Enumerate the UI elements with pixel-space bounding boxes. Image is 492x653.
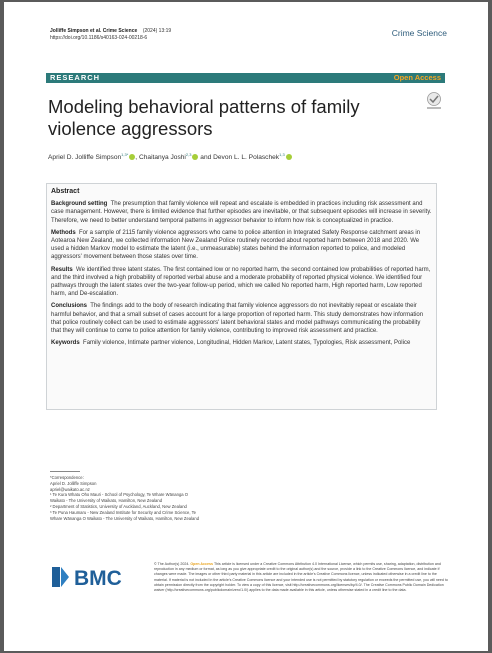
footnote-rule <box>50 471 80 472</box>
author-affiliation-sup: 1,3 <box>279 152 285 157</box>
license-open-access: Open Access <box>190 562 213 566</box>
affiliation-3: ³ Te Puna Haumaru - New Zealand Institute for Security and Crime Science, Te Whare Wānanga O Waikato - The University of Waikato, Hamilton, New Zealand <box>50 509 200 521</box>
correspondence-label: *Correspondence: <box>50 475 84 480</box>
footnotes <box>50 471 200 521</box>
license-text: This article is licensed under a Creative Commons Attribution 4.0 International License, which permits use, sharing, adaptation, distribution and reproduction in any medium or format, as long as you give appropriate credit to the original author(s) and the source, provide a link to the Creative Commons licence, and indicate if changes were made. The images or other third party material in this article are included in the article's Creative Commons licence, unless indicated otherwise in a credit line to the material. If material is not included in the article's Creative Commons licence and your intended use is not permitted by statutory regulation or exceeds the permitted use, you will need to obtain permission directly from the copyright holder. To view a copy of this licence, visit http://creativecommons.org/licenses/by/4.0/. The Creative Commons Public Domain Dedication waiver (http://creativecommons.org/publicdomain/zero/1.0/) applies to the data made available in this article, unless otherwise stated in a credit line to the data. <box>154 562 448 593</box>
affiliation-1: ¹ Te Kura Whatu Oho Mauri - School of Psychology, Te Whare Wānanga O Waikato - The University of Waikato, Hamilton, New Zealand <box>50 492 189 504</box>
orcid-icon[interactable] <box>286 154 292 160</box>
author-name[interactable]: Chaitanya Joshi <box>138 154 186 162</box>
abstract-heading: Abstract <box>51 188 80 195</box>
abstract-section-text: Family violence, Intimate partner violence, Longitudinal, Hidden Markov, Latent states, Typologies, Risk assessment, Police <box>83 340 411 347</box>
abstract-section-label: Methods <box>51 229 76 236</box>
author-affiliation-sup: 2,3 <box>185 152 192 157</box>
affiliation-2: ² Department of Statistics, University of Auckland, Auckland, New Zealand <box>50 503 187 509</box>
abstract-box <box>46 183 437 410</box>
abstract-section-text: The presumption that family violence will repeat and escalate is embedded in practices including risk assessment and case management. However, there is limited evidence that further episodes are inevitable, or that subsequent episodes will increase in severity. Therefore, we need to better understand temporal patterns in aggressor behavior to inform how risk is conceptualized in practice. <box>51 201 432 224</box>
article-type-banner <box>46 73 445 83</box>
abstract-keywords <box>51 339 432 347</box>
correspondence-email[interactable]: apriel@waikato.ac.nz <box>50 486 90 492</box>
license-copyright: © The Author(s) 2024. <box>154 562 190 566</box>
article-type-label: RESEARCH <box>50 73 101 82</box>
author-list <box>48 152 292 161</box>
author-name[interactable]: Devon L. L. Polaschek <box>213 154 280 162</box>
abstract-methods <box>51 229 432 262</box>
abstract-section-text: We identified three latent states. The first contained low or no reported harm, the second contained low probabilities of reported harm, and the third involved a high probability of reported verbal abuse and a moderate probability of reported physical violence. We identified four pathways through the latent states over the two-year follow-up period, which we called No reported harm, High reported harm, Low reported harm, and De-escalation. <box>51 266 431 298</box>
bmc-logo-text: BMC <box>74 567 122 590</box>
abstract-section-text: For a sample of 2115 family violence aggressors who came to police attention in Integrated Safety Response catchment areas in Aotearoa New Zealand, we collected information New Zealand Police routinely recorded about reported harm between 2018 and 2020. We used a hidden Markov model to estimate the latent (i.e., unmeasurable) states behind the information reported to police, and modeled aggressors' movement between those states over time. <box>51 229 421 261</box>
abstract-section-label: Results <box>51 266 73 273</box>
abstract-results <box>51 266 432 299</box>
author-separator: and <box>198 154 214 162</box>
citation-header <box>50 28 171 42</box>
citation-year-volume: (2024) 13:19 <box>142 28 172 34</box>
author-affiliation-sup: 1,3* <box>121 152 129 157</box>
citation-authors: Jolliffe Simpson et al. Crime Science <box>50 28 138 34</box>
doi-link[interactable]: https://doi.org/10.1186/s40163-024-00218-6 <box>50 35 148 41</box>
abstract-section-label: Background setting <box>51 201 108 208</box>
check-for-updates-icon[interactable] <box>424 91 444 111</box>
author-separator: , <box>135 154 139 162</box>
correspondence-name: Apriel D. Jolliffe Simpson <box>50 480 97 486</box>
author-name[interactable]: Apriel D. Jolliffe Simpson <box>48 154 122 162</box>
abstract-background <box>51 200 432 225</box>
journal-name: Crime Science <box>391 28 447 38</box>
article-title: Modeling behavioral patterns of family violence aggressors <box>48 96 360 139</box>
abstract-section-text: The findings add to the body of research indicating that family violence aggressors do not inevitably repeat or escalate their harmful behavior, and that a small subset of cases account for a large proportion of reported harm. This study demonstrates how information that police routinely collect can be used to estimate aggressors' latent behavioral states and model pathways communicating the probability that they will continue to come to police attention for family violence, contributing to improved risk assessment and practice. <box>51 303 424 335</box>
article-page <box>4 2 488 651</box>
abstract-section-label: Keywords <box>51 340 80 347</box>
open-access-label: Open Access <box>393 73 441 82</box>
abstract-conclusions <box>51 302 432 335</box>
abstract-section-label: Conclusions <box>51 303 88 310</box>
bmc-logo <box>50 562 140 592</box>
license-statement <box>154 562 448 593</box>
